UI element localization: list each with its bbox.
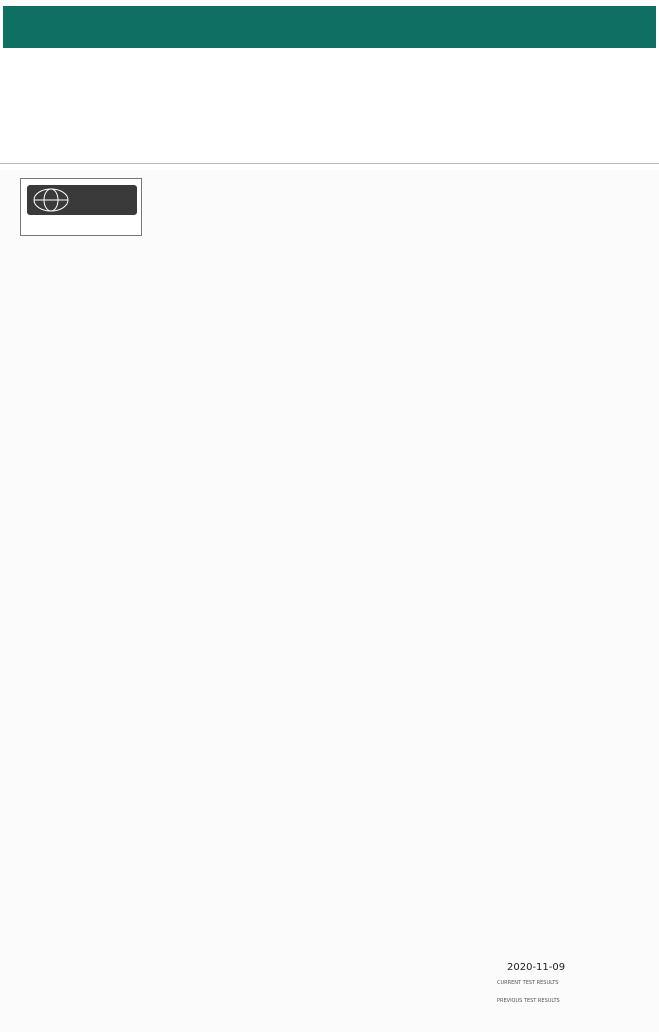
patient-header (0, 52, 659, 160)
globe-icon (31, 187, 71, 213)
lab-logo (20, 178, 142, 236)
report-title (3, 6, 656, 48)
name-header (150, 172, 290, 232)
report-scan (0, 170, 659, 1032)
logo-badge (27, 185, 137, 215)
current-results-label: CURRENT TEST RESULTS (497, 980, 559, 986)
previous-results-label: PREVIOUS TEST RESULTS (497, 998, 560, 1004)
footer-date: 2020-11-09 (507, 962, 566, 973)
divider (0, 163, 659, 164)
